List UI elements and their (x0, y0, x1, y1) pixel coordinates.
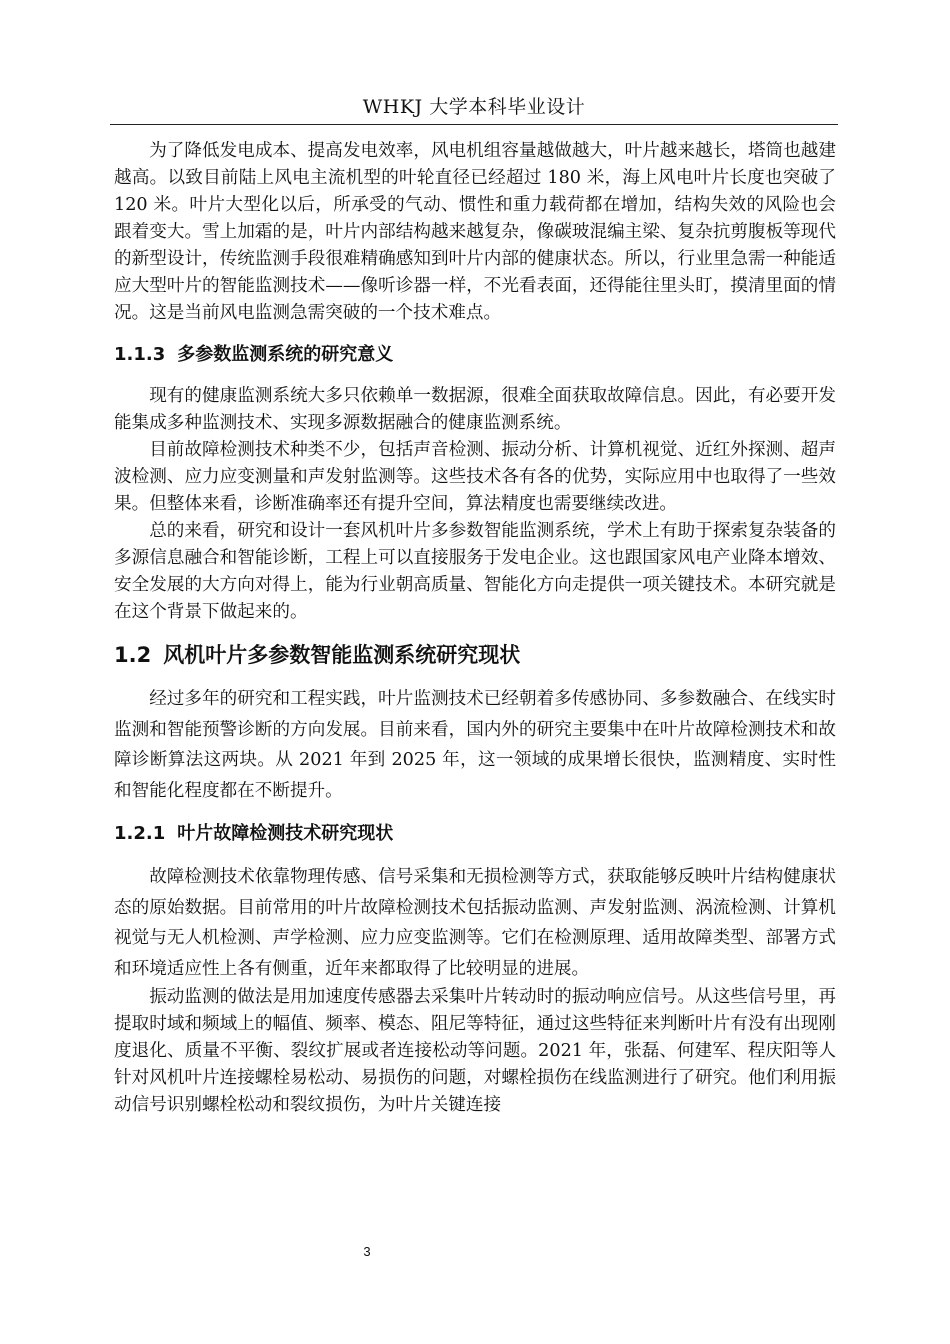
section-title: 叶片故障检测技术研究现状 (177, 823, 394, 844)
section-heading-1-2 (114, 640, 836, 670)
header-divider (110, 124, 838, 125)
paragraph-3: 目前故障检测技术种类不少，包括声音检测、振动分析、计算机视觉、近红外探测、超声波检测、应力应变测量和声发射监测等。这些技术各有各的优势，实际应用中也取得了一些效果。但整体来看，诊断准确率还有提升空间，算法精度也需要继续改进。 (114, 440, 836, 514)
section-heading-1-1-3 (114, 341, 836, 369)
section-number: 1.2.1 (114, 823, 166, 844)
paragraph-1: 为了降低发电成本、提高发电效率，风电机组容量越做越大，叶片越来越长，塔筒也越建越高。以致目前陆上风电主流机型的叶轮直径已经超过 180 米，海上风电叶片长度也突破了 120 米。叶片大型化以后，所承受的气动、惯性和重力载荷都在增加，结构失效的风险也会跟着变大。雪上加霜的是，叶片内部结构越来越复杂，像碳玻混编主梁、复杂抗剪腹板等现代的新型设计，传统监测手段很难精确感知到叶片内部的健康状态。所以，行业里急需一种能适应大型叶片的智能监测技术——像听诊器一样，不光看表面，还得能往里头盯，摸清里面的情况。这是当前风电监测急需突破的一个技术难点。 (114, 141, 836, 323)
paragraph-5: 经过多年的研究和工程实践，叶片监测技术已经朝着多传感协同、多参数融合、在线实时监测和智能预警诊断的方向发展。目前来看，国内外的研究主要集中在叶片故障检测技术和故障诊断算法这两块。从 2021 年到 2025 年，这一领域的成果增长很快，监测精度、实时性和智能化程度都在不断提升。 (114, 689, 836, 801)
page-body (114, 138, 836, 1119)
paragraph-4: 总的来看，研究和设计一套风机叶片多参数智能监测系统，学术上有助于探索复杂装备的多源信息融合和智能诊断，工程上可以直接服务于发电企业。这也跟国家风电产业降本增效、安全发展的大方向对得上，能为行业朝高质量、智能化方向走提供一项关键技术。本研究就是在这个背景下做起来的。 (114, 521, 836, 622)
paragraph-2: 现有的健康监测系统大多只依赖单一数据源，很难全面获取故障信息。因此，有必要开发能集成多种监测技术、实现多源数据融合的健康监测系统。 (114, 386, 836, 433)
section-title: 风机叶片多参数智能监测系统研究现状 (163, 643, 521, 667)
page-header-title: WHKJ 大学本科毕业设计 (362, 96, 586, 118)
section-heading-1-2-1 (114, 820, 836, 848)
paragraph-7: 振动监测的做法是用加速度传感器去采集叶片转动时的振动响应信号。从这些信号里，再提取时域和频域上的幅值、频率、模态、阻尼等特征，通过这些特征来判断叶片有没有出现刚度退化、质量不平衡、裂纹扩展或者连接松动等问题。2021 年，张磊、何建军、程庆阳等人针对风机叶片连接螺栓易松动、易损伤的问题，对螺栓损伤在线监测进行了研究。他们利用振动信号识别螺栓松动和裂纹损伤，为叶片关键连接 (114, 987, 836, 1115)
section-number: 1.2 (114, 643, 152, 667)
page-number: 3 (363, 1244, 371, 1259)
paragraph-6: 故障检测技术依靠物理传感、信号采集和无损检测等方式，获取能够反映叶片结构健康状态的原始数据。目前常用的叶片故障检测技术包括振动监测、声发射监测、涡流检测、计算机视觉与无人机检测、声学检测、应力应变监测等。它们在检测原理、适用故障类型、部署方式和环境适应性上各有侧重，近年来都取得了比较明显的进展。 (114, 867, 836, 979)
section-number: 1.1.3 (114, 344, 166, 365)
section-title: 多参数监测系统的研究意义 (177, 344, 394, 365)
